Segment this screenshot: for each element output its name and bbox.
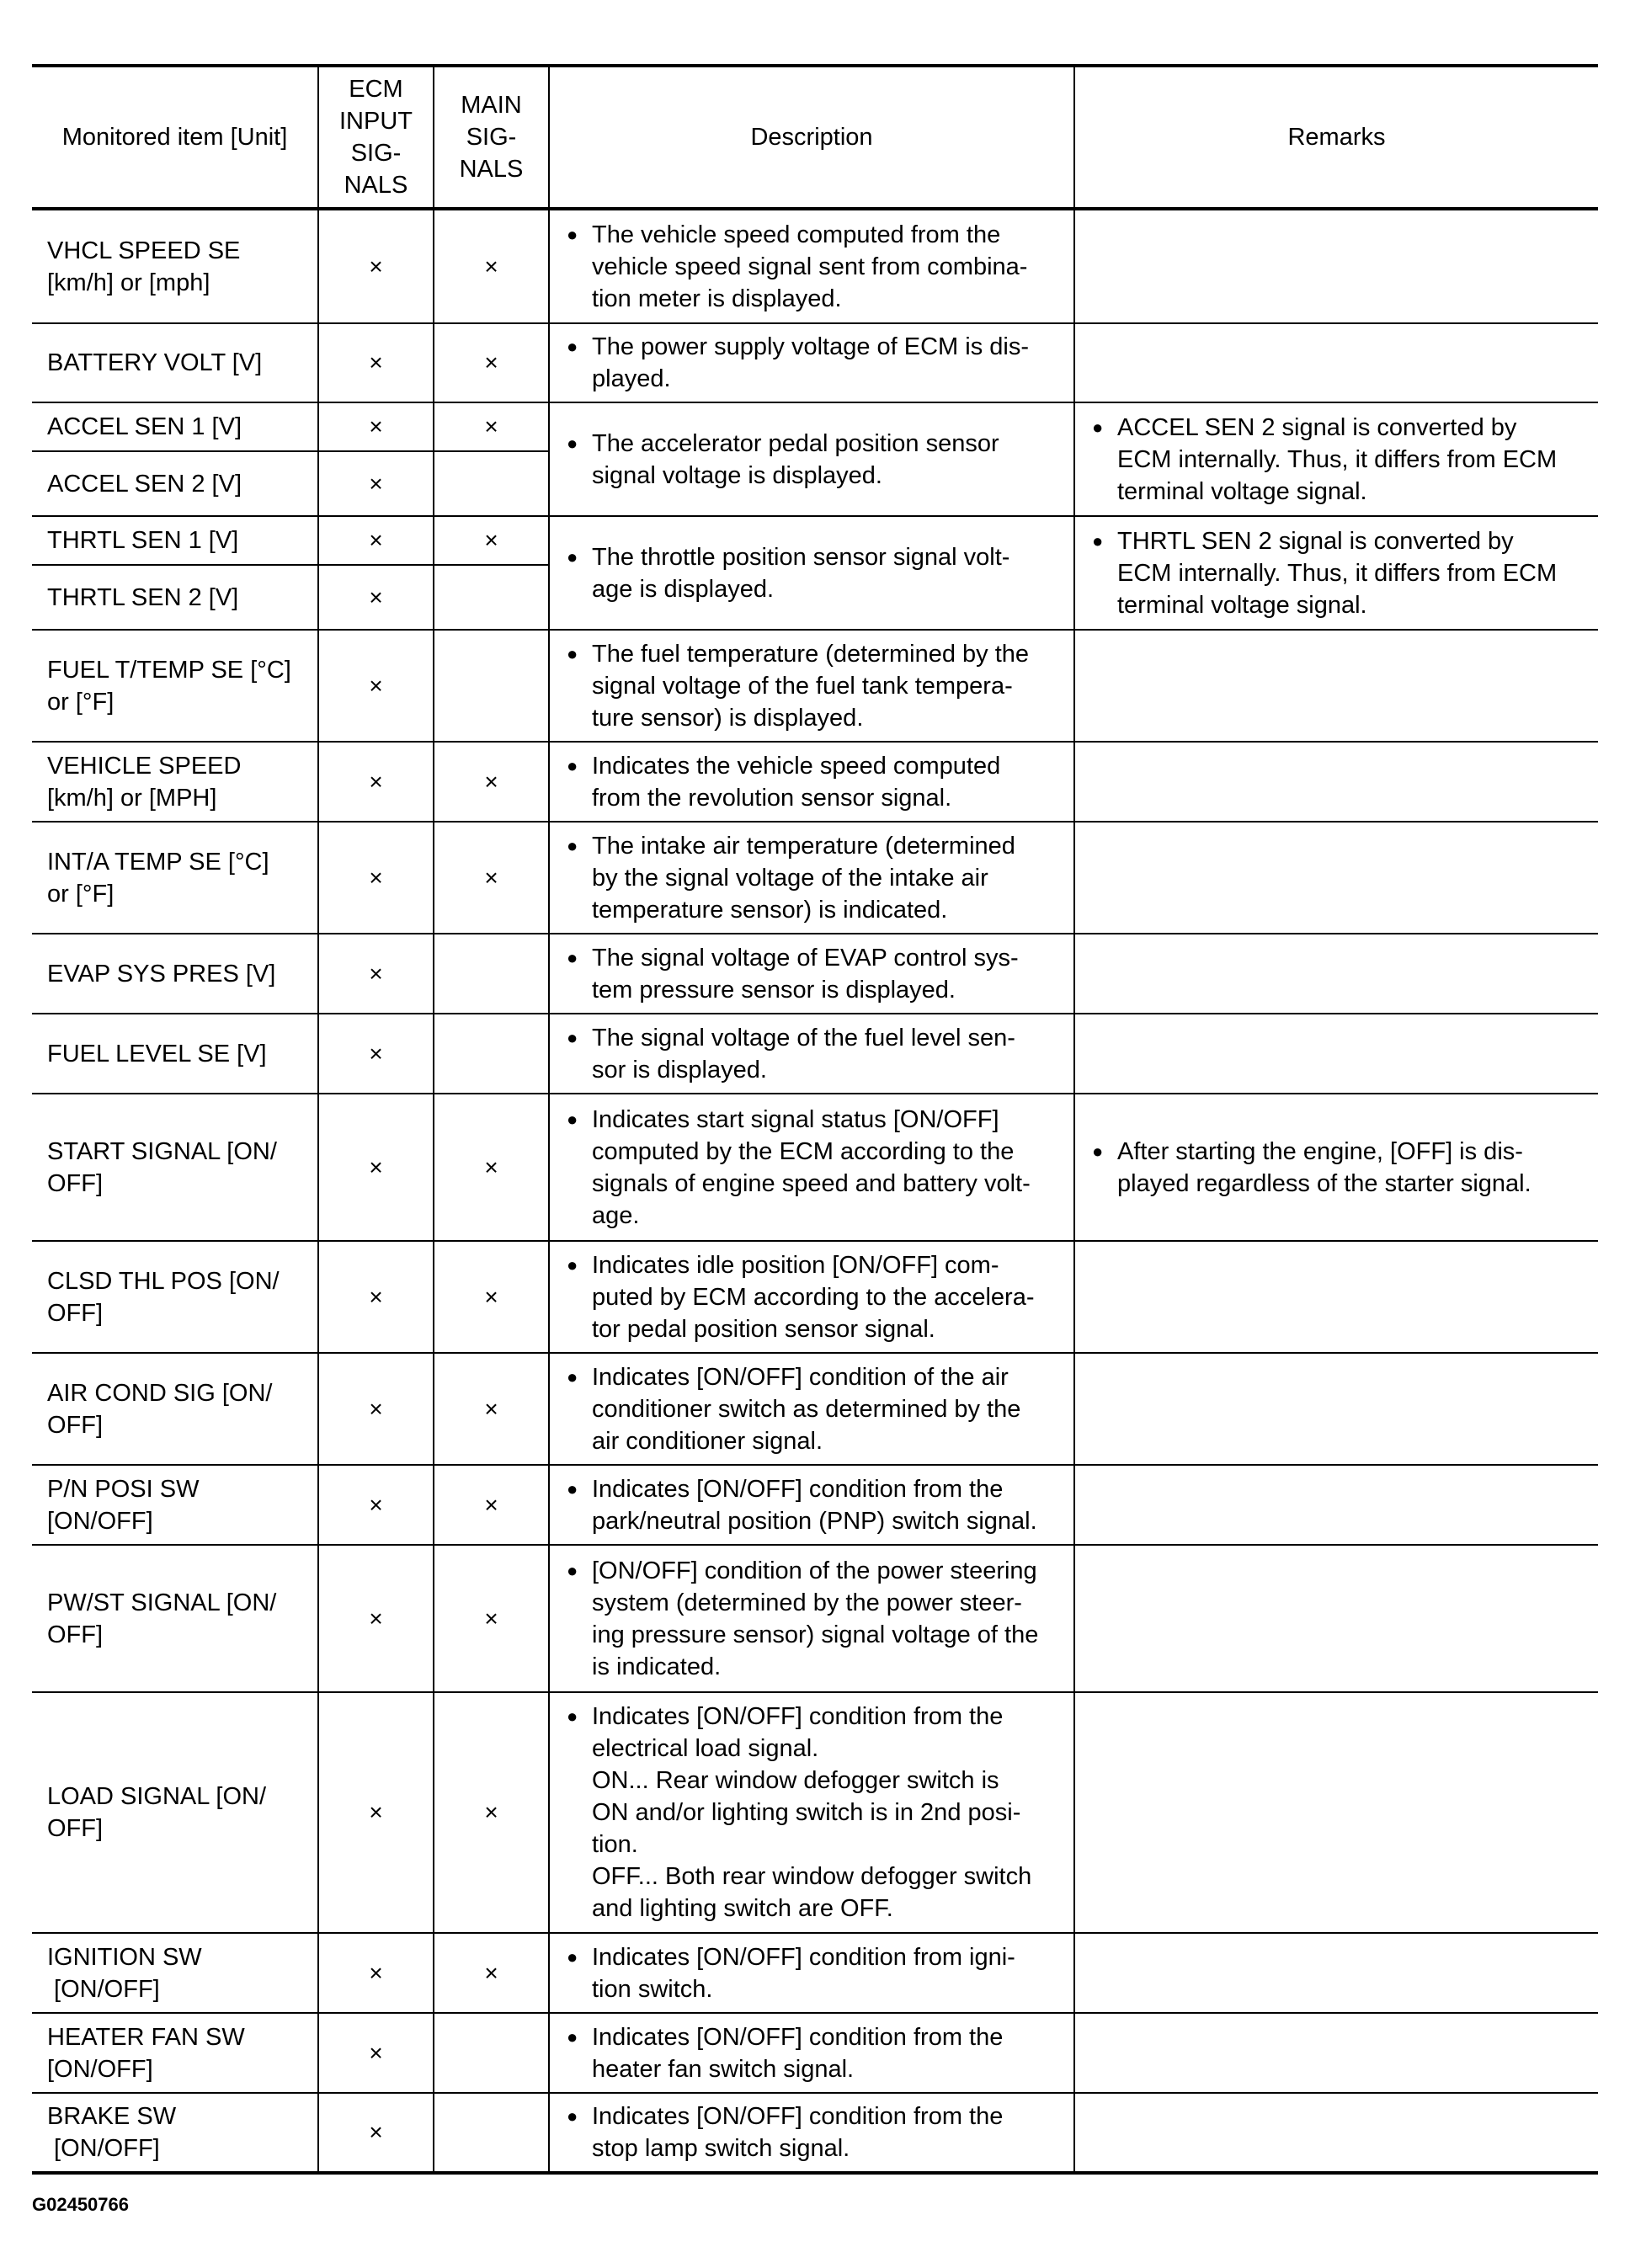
ecm-input-mark: × — [318, 209, 434, 323]
monitored-item-cell: BATTERY VOLT [V] — [32, 323, 318, 402]
main-signal-mark — [434, 565, 549, 630]
header-ecm-input-signals: ECM INPUT SIG- NALS — [318, 66, 434, 209]
bullet-text: ● Indicates [ON/OFF] condition from the park/neutral position (PNP) switch signal. — [567, 1473, 1065, 1537]
table-row — [32, 1353, 1598, 1465]
bullet-text: ● Indicates the vehicle speed computed from the revolution sensor signal. — [567, 750, 1065, 814]
ecm-input-mark: × — [318, 2013, 434, 2093]
main-signal-mark: × — [434, 1465, 549, 1545]
bullet-text: ● Indicates [ON/OFF] condition from the heater fan switch signal. — [567, 2021, 1065, 2085]
main-signal-mark: × — [434, 209, 549, 323]
remarks-cell — [1074, 1692, 1598, 1933]
ecm-input-mark: × — [318, 516, 434, 565]
bullet-text: ● The intake air temperature (determined by the signal voltage of the intake air temperature sensor) is indicated. — [567, 830, 1065, 926]
table-row — [32, 1692, 1598, 1933]
bullet-text: ● The signal voltage of the fuel level sen- sor is displayed. — [567, 1022, 1065, 1086]
remarks-cell — [1074, 516, 1598, 630]
description-cell — [549, 1545, 1074, 1692]
table-row — [32, 1094, 1598, 1241]
remarks-cell — [1074, 1094, 1598, 1241]
monitor-item-table — [32, 64, 1598, 2175]
monitored-item-cell: INT/A TEMP SE [°C] or [°F] — [32, 822, 318, 934]
main-signal-mark — [434, 451, 549, 516]
table-row — [32, 1014, 1598, 1094]
ecm-input-mark: × — [318, 630, 434, 742]
ecm-input-mark: × — [318, 402, 434, 451]
remarks-cell — [1074, 1465, 1598, 1545]
main-signal-mark: × — [434, 1094, 549, 1241]
ecm-input-mark: × — [318, 822, 434, 934]
ecm-input-mark: × — [318, 2093, 434, 2173]
bullet-text: ● THRTL SEN 2 signal is converted by ECM internally. Thus, it differs from ECM terminal voltage signal. — [1092, 525, 1590, 621]
remarks-cell — [1074, 934, 1598, 1014]
header-remarks: Remarks — [1074, 66, 1598, 209]
main-signal-mark: × — [434, 516, 549, 565]
description-cell — [549, 1933, 1074, 2013]
description-cell — [549, 630, 1074, 742]
remarks-cell — [1074, 2013, 1598, 2093]
table-row — [32, 822, 1598, 934]
remarks-cell — [1074, 402, 1598, 516]
remarks-cell — [1074, 822, 1598, 934]
bullet-text: ● Indicates start signal status [ON/OFF] computed by the ECM according to the signals of engine speed and battery volt- age. — [567, 1104, 1065, 1232]
remarks-cell — [1074, 1545, 1598, 1692]
ecm-input-mark: × — [318, 1241, 434, 1353]
table-row — [32, 1545, 1598, 1692]
ecm-input-mark: × — [318, 1094, 434, 1241]
main-signal-mark: × — [434, 1933, 549, 2013]
table-row — [32, 1241, 1598, 1353]
main-signal-mark — [434, 2013, 549, 2093]
ecm-input-mark: × — [318, 1353, 434, 1465]
ecm-input-mark: × — [318, 451, 434, 516]
description-cell — [549, 1094, 1074, 1241]
ecm-input-mark: × — [318, 1692, 434, 1933]
remarks-cell — [1074, 1933, 1598, 2013]
monitored-item-cell: FUEL T/TEMP SE [°C] or [°F] — [32, 630, 318, 742]
ecm-input-mark: × — [318, 1014, 434, 1094]
bullet-text: ● The vehicle speed computed from the vehicle speed signal sent from combina- tion meter is displayed. — [567, 219, 1065, 315]
monitored-item-cell: VEHICLE SPEED [km/h] or [MPH] — [32, 742, 318, 822]
remarks-cell — [1074, 209, 1598, 323]
bullet-text: ● Indicates idle position [ON/OFF] com- puted by ECM according to the accelera- tor pedal position sensor signal. — [567, 1249, 1065, 1345]
main-signal-mark — [434, 2093, 549, 2173]
remarks-cell — [1074, 1353, 1598, 1465]
table-row — [32, 2093, 1598, 2173]
header-row — [32, 66, 1598, 209]
main-signal-mark — [434, 1014, 549, 1094]
description-cell — [549, 822, 1074, 934]
description-cell — [549, 1353, 1074, 1465]
header-monitored-item: Monitored item [Unit] — [32, 66, 318, 209]
monitored-item-cell: IGNITION SW [ON/OFF] — [32, 1933, 318, 2013]
remarks-cell — [1074, 1241, 1598, 1353]
header-main-signals: MAIN SIG- NALS — [434, 66, 549, 209]
main-signal-mark: × — [434, 742, 549, 822]
ecm-input-mark: × — [318, 934, 434, 1014]
bullet-text: ● The fuel temperature (determined by the signal voltage of the fuel tank tempera- ture sensor) is displayed. — [567, 638, 1065, 734]
header-description: Description — [549, 66, 1074, 209]
main-signal-mark: × — [434, 822, 549, 934]
description-cell — [549, 934, 1074, 1014]
ecm-input-mark: × — [318, 1465, 434, 1545]
main-signal-mark: × — [434, 1692, 549, 1933]
table-row — [32, 1933, 1598, 2013]
remarks-cell — [1074, 630, 1598, 742]
remarks-cell — [1074, 323, 1598, 402]
bullet-text: ● Indicates [ON/OFF] condition from igni- tion switch. — [567, 1941, 1065, 2005]
bullet-text: ● The accelerator pedal position sensor signal voltage is displayed. — [567, 428, 1065, 492]
description-cell — [549, 1241, 1074, 1353]
monitored-item-cell: BRAKE SW [ON/OFF] — [32, 2093, 318, 2173]
description-cell — [549, 1692, 1074, 1933]
bullet-text: ● After starting the engine, [OFF] is dis- played regardless of the starter signal. — [1092, 1136, 1590, 1200]
table-row — [32, 1465, 1598, 1545]
main-signal-mark: × — [434, 402, 549, 451]
main-signal-mark: × — [434, 1241, 549, 1353]
monitored-item-cell: FUEL LEVEL SE [V] — [32, 1014, 318, 1094]
monitored-item-cell: START SIGNAL [ON/ OFF] — [32, 1094, 318, 1241]
bullet-text: ● ACCEL SEN 2 signal is converted by ECM internally. Thus, it differs from ECM terminal voltage signal. — [1092, 412, 1590, 508]
monitored-item-cell: ACCEL SEN 2 [V] — [32, 451, 318, 516]
monitored-item-cell: ACCEL SEN 1 [V] — [32, 402, 318, 451]
description-cell — [549, 2093, 1074, 2173]
main-signal-mark: × — [434, 1353, 549, 1465]
description-cell — [549, 742, 1074, 822]
remarks-cell — [1074, 2093, 1598, 2173]
main-signal-mark: × — [434, 323, 549, 402]
monitored-item-cell: HEATER FAN SW [ON/OFF] — [32, 2013, 318, 2093]
monitored-item-cell: EVAP SYS PRES [V] — [32, 934, 318, 1014]
description-cell — [549, 2013, 1074, 2093]
bullet-text: ● Indicates [ON/OFF] condition of the air conditioner switch as determined by the air conditioner signal. — [567, 1361, 1065, 1457]
description-cell — [549, 402, 1074, 516]
table-row — [32, 402, 1598, 451]
monitored-item-cell: AIR COND SIG [ON/ OFF] — [32, 1353, 318, 1465]
main-signal-mark: × — [434, 1545, 549, 1692]
description-cell — [549, 1014, 1074, 1094]
description-cell — [549, 209, 1074, 323]
monitored-item-cell: VHCL SPEED SE [km/h] or [mph] — [32, 209, 318, 323]
table-row — [32, 2013, 1598, 2093]
bullet-text: ● Indicates [ON/OFF] condition from the electrical load signal. ON... Rear window defogger switch is ON and/or lighting switch is in 2nd posi- tion. OFF... Both rear window defogger switch and lighting switch are OFF. — [567, 1701, 1065, 1925]
description-cell — [549, 516, 1074, 630]
description-cell — [549, 1465, 1074, 1545]
monitored-item-cell: THRTL SEN 1 [V] — [32, 516, 318, 565]
ecm-input-mark: × — [318, 1933, 434, 2013]
monitored-item-cell: CLSD THL POS [ON/ OFF] — [32, 1241, 318, 1353]
ecm-input-mark: × — [318, 1545, 434, 1692]
table-row — [32, 516, 1598, 565]
monitored-item-cell: P/N POSI SW [ON/OFF] — [32, 1465, 318, 1545]
table-row — [32, 934, 1598, 1014]
ecm-input-mark: × — [318, 565, 434, 630]
monitored-item-cell: PW/ST SIGNAL [ON/ OFF] — [32, 1545, 318, 1692]
bullet-text: ● The throttle position sensor signal volt- age is displayed. — [567, 541, 1065, 605]
description-cell — [549, 323, 1074, 402]
table-row — [32, 630, 1598, 742]
ecm-input-mark: × — [318, 742, 434, 822]
figure-code: G02450766 — [32, 2194, 129, 2215]
bullet-text: ● The signal voltage of EVAP control sys- tem pressure sensor is displayed. — [567, 942, 1065, 1006]
bullet-text: ● The power supply voltage of ECM is dis- played. — [567, 331, 1065, 395]
monitored-item-cell: THRTL SEN 2 [V] — [32, 565, 318, 630]
main-signal-mark — [434, 630, 549, 742]
table-row — [32, 742, 1598, 822]
remarks-cell — [1074, 1014, 1598, 1094]
bullet-text: ● [ON/OFF] condition of the power steering system (determined by the power steer- ing pressure sensor) signal voltage of the is indicated. — [567, 1555, 1065, 1683]
table-row — [32, 209, 1598, 323]
bullet-text: ● Indicates [ON/OFF] condition from the stop lamp switch signal. — [567, 2100, 1065, 2164]
main-signal-mark — [434, 934, 549, 1014]
remarks-cell — [1074, 742, 1598, 822]
table-row — [32, 323, 1598, 402]
ecm-input-mark: × — [318, 323, 434, 402]
monitored-item-cell: LOAD SIGNAL [ON/ OFF] — [32, 1692, 318, 1933]
